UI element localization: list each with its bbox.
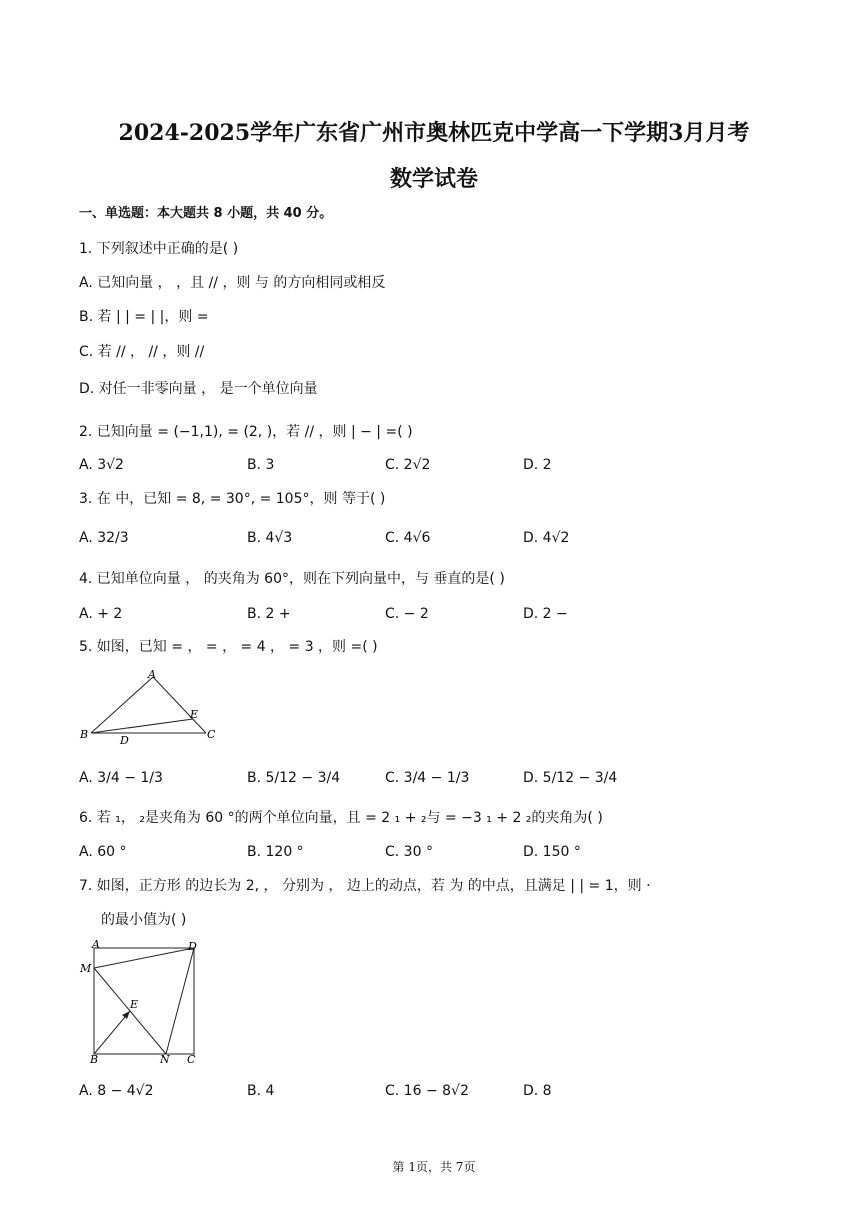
q7-label-c: C xyxy=(187,1053,196,1066)
q5-option-c: C. 3/4 − 1/3 xyxy=(385,770,470,786)
q5-triangle-figure xyxy=(78,668,223,748)
q5-option-a: A. 3/4 − 1/3 xyxy=(79,770,163,786)
q1-option-d: D. 对任一非零向量 ， 是一个单位向量 xyxy=(79,381,318,397)
q7-square-figure xyxy=(78,938,203,1066)
q2-option-d: D. 2 xyxy=(523,457,552,473)
q4-option-c: C. − 2 xyxy=(385,606,429,622)
q5-label-d: D xyxy=(120,734,129,747)
q4-option-b: B. 2 + xyxy=(247,606,291,622)
title-line-2: 数学试卷 xyxy=(389,166,478,192)
q4-option-a: A. + 2 xyxy=(79,606,123,622)
q7-option-b: B. 4 xyxy=(247,1083,275,1099)
q7-option-c: C. 16 − 8√2 xyxy=(385,1083,469,1099)
q7-label-b: B xyxy=(90,1053,99,1066)
q6-option-b: B. 120 ° xyxy=(247,844,304,860)
q5-option-b: B. 5/12 − 3/4 xyxy=(247,770,341,786)
q5-stem: 5. 如图，已知 = ， = ， = 4 ， = 3 ，则 =( ) xyxy=(79,639,378,655)
q7-label-e: E xyxy=(130,998,139,1011)
q2-option-a: A. 3√2 xyxy=(79,457,124,473)
q5-label-e: E xyxy=(190,708,199,721)
q3-option-a: A. 32/3 xyxy=(79,530,129,546)
q7-label-n: N xyxy=(160,1053,170,1066)
q3-stem: 3. 在 中，已知 = 8, = 30°, = 105°，则 等于( ) xyxy=(79,491,386,507)
q5-label-b: B xyxy=(80,728,89,741)
q5-label-a: A xyxy=(148,668,156,681)
q5-option-d: D. 5/12 − 3/4 xyxy=(523,770,618,786)
q6-option-c: C. 30 ° xyxy=(385,844,433,860)
section-heading: 一、单选题：本大题共 8 小题，共 40 分。 xyxy=(79,206,333,221)
q4-stem: 4. 已知单位向量 ， 的夹角为 60°，则在下列向量中，与 垂直的是( ) xyxy=(79,571,505,587)
q6-option-a: A. 60 ° xyxy=(79,844,127,860)
q6-option-d: D. 150 ° xyxy=(523,844,581,860)
q1-option-c: C. 若 // ， // ，则 // xyxy=(79,344,205,360)
q7-stem-line-1: 7. 如图，正方形 的边长为 2, ， 分别为 ， 边上的动点，若 为 的中点，且满足 | | = 1，则 · xyxy=(79,878,651,894)
q7-option-d: D. 8 xyxy=(523,1083,552,1099)
q7-option-a: A. 8 − 4√2 xyxy=(79,1083,154,1099)
q7-label-m: M xyxy=(80,962,92,975)
q6-stem: 6. 若 ₁， ₂是夹角为 60 °的两个单位向量，且 = 2 ₁ + ₂与 = −3 ₁ + 2 ₂的夹角为( ) xyxy=(79,810,603,826)
q2-option-b: B. 3 xyxy=(247,457,275,473)
q2-option-c: C. 2√2 xyxy=(385,457,431,473)
q3-option-b: B. 4√3 xyxy=(247,530,293,546)
q1-option-b: B. 若 | | = | |，则 = xyxy=(79,309,209,325)
q1-stem: 1. 下列叙述中正确的是( ) xyxy=(79,241,239,257)
page-footer: 第 1页，共 7页 xyxy=(392,1160,476,1174)
q7-stem-line-2: 的最小值为( ) xyxy=(101,912,187,928)
title-line-1: 2024-2025学年广东省广州市奥林匹克中学高一下学期3月月考 xyxy=(118,120,750,146)
q3-option-c: C. 4√6 xyxy=(385,530,431,546)
q1-option-a: A. 已知向量 ， ，且 // ，则 与 的方向相同或相反 xyxy=(79,275,386,291)
q4-option-d: D. 2 − xyxy=(523,606,568,622)
q7-label-a: A xyxy=(92,938,100,951)
q5-label-c: C xyxy=(207,728,216,741)
q3-option-d: D. 4√2 xyxy=(523,530,570,546)
q7-label-d: D xyxy=(188,940,197,953)
q2-stem: 2. 已知向量 = (−1,1), = (2, )，若 // ，则 | − | =( ) xyxy=(79,424,413,440)
